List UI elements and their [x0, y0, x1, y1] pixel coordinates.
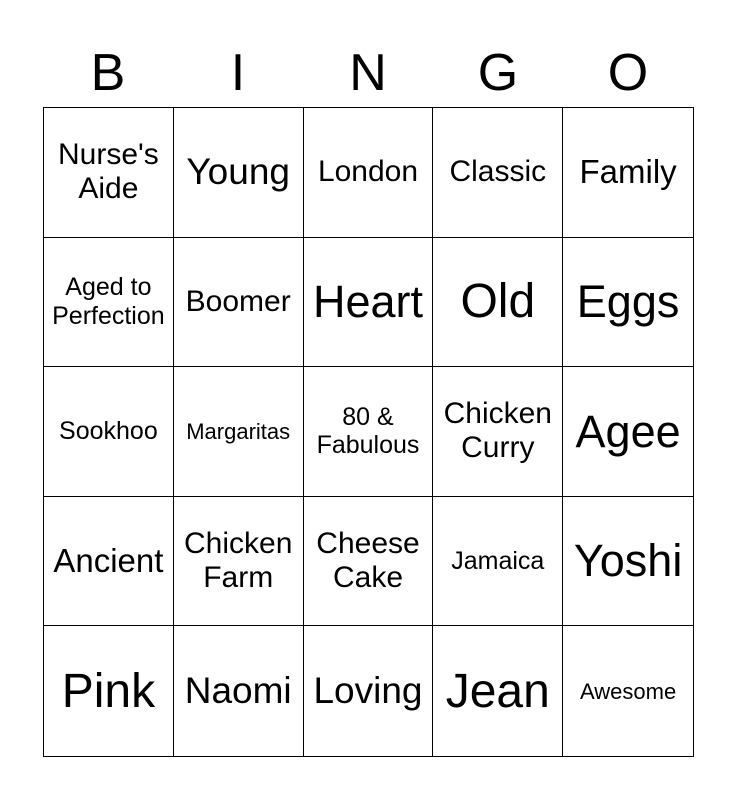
- cell-label: Old: [460, 275, 536, 329]
- cell-label: Naomi: [184, 669, 292, 711]
- cell-label: Young: [186, 151, 290, 193]
- bingo-cell[interactable]: [44, 626, 174, 756]
- cell-label: Yoshi: [573, 535, 683, 587]
- bingo-cell[interactable]: [304, 626, 434, 756]
- bingo-cell[interactable]: [174, 626, 304, 756]
- bingo-cell[interactable]: [563, 238, 693, 368]
- cell-label: Jamaica: [451, 546, 545, 575]
- cell-label: London: [317, 155, 419, 189]
- bingo-cell[interactable]: [433, 626, 563, 756]
- bingo-cell[interactable]: [563, 626, 693, 756]
- cell-label: 80 & Fabulous: [316, 402, 420, 460]
- bingo-cell[interactable]: [563, 367, 693, 497]
- bingo-cell[interactable]: [44, 367, 174, 497]
- bingo-cell[interactable]: [433, 108, 563, 238]
- bingo-cell[interactable]: [304, 497, 434, 627]
- cell-label: Cheese Cake: [316, 526, 420, 595]
- bingo-cell[interactable]: [433, 238, 563, 368]
- cell-label: Heart: [312, 276, 424, 328]
- cell-label: Chicken Farm: [184, 526, 293, 595]
- bingo-cell[interactable]: [174, 367, 304, 497]
- cell-label: Pink: [61, 664, 156, 718]
- header-letter-i: I: [230, 44, 246, 102]
- bingo-header: [43, 40, 693, 106]
- bingo-cell[interactable]: [304, 367, 434, 497]
- cell-label: Sookhoo: [59, 417, 158, 446]
- cell-label: Aged to Perfection: [52, 273, 165, 330]
- cell-label: Agee: [575, 405, 681, 457]
- header-letter-b: B: [90, 44, 126, 102]
- bingo-cell[interactable]: [304, 238, 434, 368]
- bingo-cell[interactable]: [563, 108, 693, 238]
- bingo-cell[interactable]: [174, 238, 304, 368]
- bingo-cell[interactable]: [174, 108, 304, 238]
- bingo-cell[interactable]: [44, 108, 174, 238]
- cell-label: Eggs: [576, 276, 680, 328]
- cell-label: Loving: [313, 669, 423, 711]
- bingo-cell[interactable]: [44, 238, 174, 368]
- header-letter-n: N: [349, 44, 387, 102]
- bingo-cell[interactable]: [304, 108, 434, 238]
- cell-label: Awesome: [579, 678, 677, 704]
- cell-label: Nurse's Aide: [58, 137, 159, 206]
- cell-label: Margaritas: [186, 418, 291, 444]
- cell-label: Chicken Curry: [443, 396, 552, 465]
- bingo-cell[interactable]: [174, 497, 304, 627]
- cell-label: Family: [579, 153, 677, 191]
- cell-label: Boomer: [185, 284, 291, 318]
- bingo-cell[interactable]: [433, 367, 563, 497]
- bingo-board: [43, 107, 694, 757]
- header-letter-o: O: [607, 44, 649, 102]
- header-letter-g: G: [477, 44, 519, 102]
- bingo-cell[interactable]: [563, 497, 693, 627]
- cell-label: Ancient: [53, 542, 164, 580]
- cell-label: Jean: [445, 664, 550, 718]
- bingo-cell[interactable]: [433, 497, 563, 627]
- cell-label: Classic: [449, 155, 547, 189]
- bingo-cell[interactable]: [44, 497, 174, 627]
